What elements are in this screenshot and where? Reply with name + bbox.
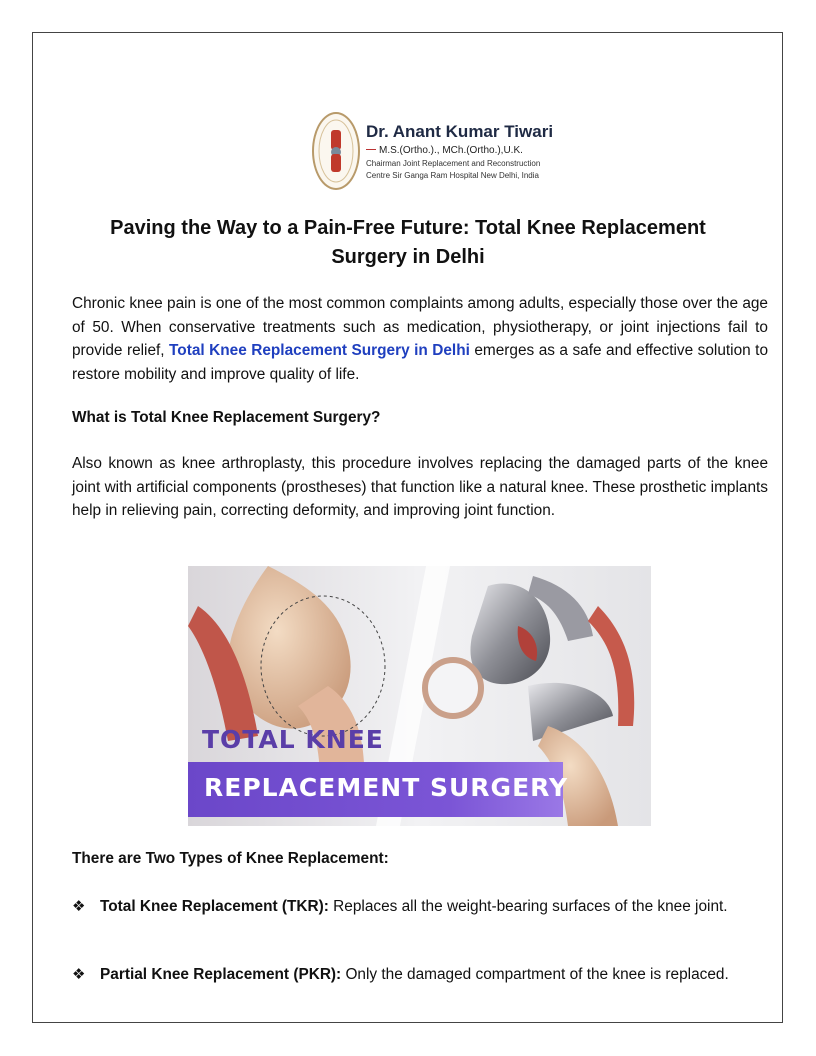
hero-title-line-2: REPLACEMENT SURGERY xyxy=(204,773,569,802)
tkr-delhi-link[interactable]: Total Knee Replacement Surgery in Delhi xyxy=(169,342,470,359)
what-is-tkr-paragraph: Also known as knee arthroplasty, this procedure involves replacing the damaged parts of the knee joint with artificial components (prostheses) that function like a natural knee. These prosthetic implants help in relieving pain, correcting deformity, and improving joint function. xyxy=(72,455,768,519)
list-item-tkr: ❖ Total Knee Replacement (TKR): Replaces all the weight-bearing surfaces of the knee joint. xyxy=(72,895,768,919)
logo-affiliation-line-2: Centre Sir Ganga Ram Hospital New Delhi, India xyxy=(366,170,539,180)
logo-affiliation-line-1: Chairman Joint Replacement and Reconstruction xyxy=(366,158,541,168)
intro-paragraph: Chronic knee pain is one of the most common complaints among adults, especially those over the age of 50. When conservative treatments such as medication, physiotherapy, or joint injections fail to provide relief, Total Knee Replacement Surgery in Delhi emerges as a safe and effective solution to restore mobility and improve quality of life. xyxy=(72,295,768,383)
hero-image xyxy=(188,566,651,826)
types-heading: There are Two Types of Knee Replacement: xyxy=(72,850,389,867)
ortho-seal-icon xyxy=(312,112,360,190)
what-is-tkr-heading: What is Total Knee Replacement Surgery? xyxy=(72,409,381,426)
logo xyxy=(312,110,552,192)
logo-qualifications: M.S.(Ortho.)., MCh.(Ortho.),U.K. xyxy=(366,146,553,156)
hero-banner-strip xyxy=(188,762,569,817)
list-item-pkr: ❖ Partial Knee Replacement (PKR): Only the damaged compartment of the knee is replaced. xyxy=(72,963,768,987)
diamond-bullet-icon: ❖ xyxy=(72,966,86,983)
hero-title-line-1: TOTAL KNEE xyxy=(202,725,384,754)
diamond-bullet-icon: ❖ xyxy=(72,898,86,915)
logo-name: Dr. Anant Kumar Tiwari xyxy=(366,121,554,141)
page-title: Paving the Way to a Pain-Free Future: Total Knee Replacement Surgery in Delhi xyxy=(110,217,706,268)
